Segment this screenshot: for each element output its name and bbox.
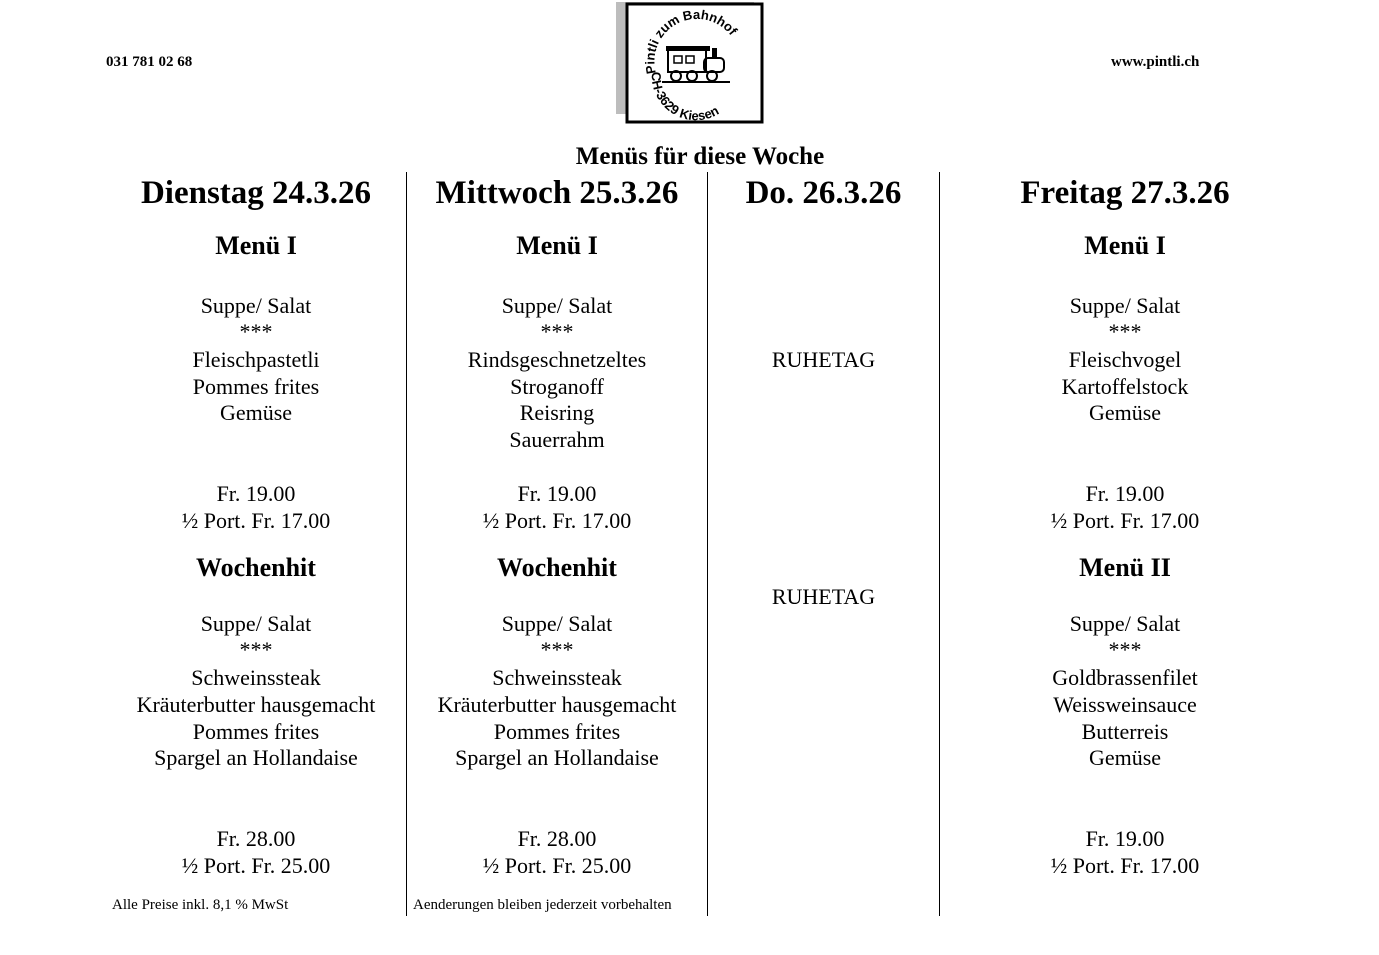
day-column-wednesday <box>407 172 707 892</box>
menu-item: Pommes frites <box>192 374 320 399</box>
menu-item: Pommes frites <box>192 719 320 744</box>
menu-item: Sauerrahm <box>509 427 605 452</box>
day-column-thursday <box>708 172 939 892</box>
menu-title: Menü I <box>215 231 297 260</box>
menu-separator: *** <box>239 637 273 662</box>
menu-half-price: ½ Port. Fr. 17.00 <box>181 508 331 533</box>
website-link[interactable]: www.pintli.ch <box>1111 54 1200 70</box>
menu-item: Kräuterbutter hausgemacht <box>136 692 376 717</box>
menu-item: Butterreis <box>1081 719 1169 744</box>
vat-notice: Alle Preise inkl. 8,1 % MwSt <box>112 897 289 913</box>
menu-item: Fleischpastetli <box>192 347 320 372</box>
menu-title: Menü I <box>1084 231 1166 260</box>
menu-item: Gemüse <box>1088 745 1162 770</box>
menu-separator: *** <box>540 637 574 662</box>
menu-title: Menü II <box>1079 553 1171 582</box>
day-heading: Do. 26.3.26 <box>745 175 902 211</box>
day-heading: Mittwoch 25.3.26 <box>435 175 679 211</box>
logo <box>616 0 764 126</box>
rest-day-label: RUHETAG <box>771 584 876 609</box>
menu-item: Stroganoff <box>510 374 604 399</box>
menu-starter: Suppe/ Salat <box>1069 611 1181 636</box>
menu-starter: Suppe/ Salat <box>200 611 312 636</box>
menu-item: Kräuterbutter hausgemacht <box>437 692 677 717</box>
day-column-tuesday <box>106 172 406 892</box>
menu-item: Gemüse <box>1088 400 1162 425</box>
menu-half-price: ½ Port. Fr. 17.00 <box>482 508 632 533</box>
menu-separator: *** <box>239 319 273 344</box>
menu-separator: *** <box>1108 319 1142 344</box>
logo-text-top: Pintli zum Bahnhof <box>642 6 741 76</box>
changes-notice: Aenderungen bleiben jederzeit vorbehalten <box>413 897 672 913</box>
day-heading: Freitag 27.3.26 <box>1020 175 1230 211</box>
menu-price: Fr. 19.00 <box>517 481 597 506</box>
menu-item: Schweinssteak <box>191 665 321 690</box>
menu-starter: Suppe/ Salat <box>501 293 613 318</box>
menu-starter: Suppe/ Salat <box>200 293 312 318</box>
menu-title: Menü I <box>516 231 598 260</box>
menu-item: Spargel an Hollandaise <box>154 745 358 770</box>
menu-starter: Suppe/ Salat <box>1069 293 1181 318</box>
menu-half-price: ½ Port. Fr. 25.00 <box>482 853 632 878</box>
logo-text-bottom: CH-3629 Kiesen <box>648 71 722 124</box>
page-title: Menüs für diese Woche <box>575 143 825 170</box>
menu-starter: Suppe/ Salat <box>501 611 613 636</box>
menu-price: Fr. 19.00 <box>1085 481 1165 506</box>
phone-number: 031 781 02 68 <box>106 54 193 70</box>
menu-price: Fr. 28.00 <box>216 826 296 851</box>
menu-half-price: ½ Port. Fr. 17.00 <box>1050 853 1200 878</box>
menu-item: Weissweinsauce <box>1053 692 1197 717</box>
menu-item: Schweinssteak <box>492 665 622 690</box>
menu-price: Fr. 19.00 <box>1085 826 1165 851</box>
menu-item: Gemüse <box>219 400 293 425</box>
logo-graphic <box>616 0 764 126</box>
rest-day-label: RUHETAG <box>771 347 876 372</box>
menu-half-price: ½ Port. Fr. 25.00 <box>181 853 331 878</box>
day-column-friday <box>940 172 1310 892</box>
menu-separator: *** <box>540 319 574 344</box>
menu-half-price: ½ Port. Fr. 17.00 <box>1050 508 1200 533</box>
menu-separator: *** <box>1108 637 1142 662</box>
menu-item: Goldbrassenfilet <box>1052 665 1198 690</box>
menu-title: Wochenhit <box>497 553 617 582</box>
menu-item: Pommes frites <box>493 719 621 744</box>
menu-item: Spargel an Hollandaise <box>455 745 659 770</box>
menu-title: Wochenhit <box>196 553 316 582</box>
menu-item: Reisring <box>519 400 595 425</box>
menu-price: Fr. 28.00 <box>517 826 597 851</box>
menu-price: Fr. 19.00 <box>216 481 296 506</box>
menu-item: Fleischvogel <box>1068 347 1182 372</box>
menu-item: Rindsgeschnetzeltes <box>467 347 647 372</box>
day-heading: Dienstag 24.3.26 <box>140 175 372 211</box>
menu-item: Kartoffelstock <box>1061 374 1189 399</box>
